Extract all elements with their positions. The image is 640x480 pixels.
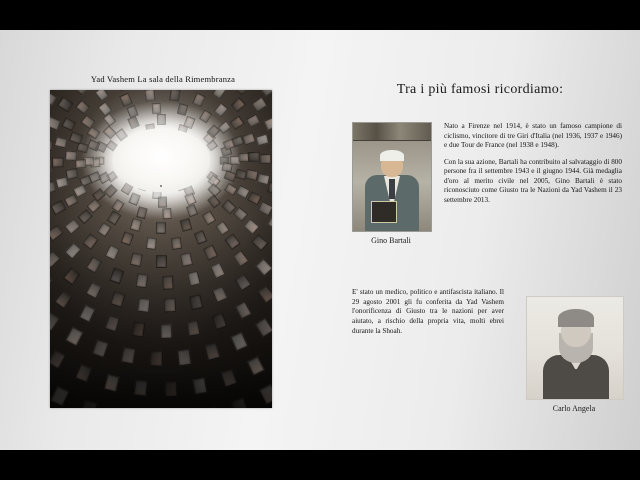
mosaic-photo-tile xyxy=(257,285,272,304)
mosaic-photo-tile xyxy=(130,218,143,232)
mosaic-photo-tile xyxy=(245,114,261,129)
mosaic-photo-tile xyxy=(251,234,269,252)
mosaic-photo-tile xyxy=(230,116,245,131)
mosaic-photo-tile xyxy=(50,200,67,216)
mosaic-photo-tile xyxy=(120,347,135,365)
mosaic-photo-tile xyxy=(169,90,181,102)
mosaic-photo-tile xyxy=(131,321,145,337)
mosaic-photo-tile xyxy=(150,351,163,367)
mosaic-photo-tile xyxy=(156,222,166,234)
mosaic-photo-tile xyxy=(185,203,198,217)
mosaic-photo-tile xyxy=(271,340,272,361)
mosaic-photo-tile xyxy=(63,267,81,286)
bartali-figure xyxy=(352,122,430,245)
mosaic-photo-tile xyxy=(110,291,126,308)
mosaic-photo-tile xyxy=(54,136,68,149)
bartali-paragraph-1: Nato a Firenze nel 1914, è stato un famoso campione di ciclismo, vincitore di tre Giri d'Italia (nel 1936, 1937 e 1946) e due Tour de France (nel 1938 e 1948). xyxy=(444,122,622,149)
mosaic-photo-tile xyxy=(158,197,167,208)
mosaic-photo-tile xyxy=(52,157,65,168)
mosaic-photo-tile xyxy=(156,114,165,125)
mosaic-photo-tile xyxy=(145,90,156,101)
mosaic-photo-tile xyxy=(156,255,167,268)
mosaic-photo-tile xyxy=(137,297,151,313)
slide-left-pane xyxy=(0,30,320,450)
mosaic-photo-tile xyxy=(203,244,218,260)
angela-figure xyxy=(526,296,622,413)
mosaic-photo-tile xyxy=(231,397,250,408)
angela-caption: Carlo Angela xyxy=(552,404,596,413)
mosaic-photo-tile xyxy=(180,252,193,267)
mosaic-photo-tile xyxy=(234,90,251,96)
mosaic-photo-tile xyxy=(223,183,238,197)
mosaic-photo-tile xyxy=(135,206,147,219)
mosaic-photo-tile xyxy=(251,96,268,112)
mosaic-photo-tile xyxy=(186,271,200,287)
mosaic-photo-tile xyxy=(50,116,61,131)
mosaic-photo-tile xyxy=(263,116,272,131)
mosaic-photo-tile xyxy=(233,207,249,223)
mosaic-photo-tile xyxy=(220,368,238,387)
mosaic-photo-tile xyxy=(188,294,203,311)
mosaic-photo-tile xyxy=(127,116,139,129)
mosaic-photo-tile xyxy=(50,272,53,291)
mosaic-photo-tile xyxy=(104,184,118,198)
mosaic-photo-tile xyxy=(50,90,57,106)
slide-right-pane xyxy=(320,30,640,450)
mosaic-photo-tile xyxy=(163,298,176,313)
mosaic-photo-tile xyxy=(254,318,272,338)
hall-photo-caption: Yad Vashem La sala della Rimembranza xyxy=(90,74,236,84)
oculus-skylight xyxy=(112,128,210,192)
mosaic-photo-tile xyxy=(50,386,70,407)
mosaic-photo-tile xyxy=(129,193,141,206)
bartali-award-plaque xyxy=(371,201,397,223)
mosaic-photo-tile xyxy=(94,90,110,102)
mosaic-photo-tile xyxy=(255,133,270,146)
mosaic-photo-tile xyxy=(232,250,249,268)
angela-paragraph-1: E' stato un medico, politico e antifascista italiano. Il 29 agosto 2001 gli fu conferita da Yad Vashem l'onorificenza di Giusto tra le nazioni per aver aiutato, a rischio della propria vita, molti ebrei durante la Shoah. xyxy=(352,288,504,335)
mosaic-photo-tile xyxy=(163,381,177,398)
mosaic-photo-tile xyxy=(212,90,228,100)
hall-of-names-photo xyxy=(50,90,272,408)
mosaic-photo-tile xyxy=(103,374,120,393)
mosaic-photo-tile xyxy=(177,103,189,116)
mosaic-photo-tile xyxy=(85,281,102,299)
mosaic-photo-tile xyxy=(65,327,84,347)
mosaic-photo-tile xyxy=(109,267,124,284)
mosaic-photo-tile xyxy=(159,324,172,339)
mosaic-photo-tile xyxy=(204,343,221,361)
mosaic-photo-tile xyxy=(64,242,82,260)
bartali-hair xyxy=(380,150,404,161)
mosaic-photo-tile xyxy=(241,133,255,146)
mosaic-photo-tile xyxy=(145,236,157,249)
mosaic-photo-tile xyxy=(202,407,219,408)
mosaic-photo-tile xyxy=(230,97,246,113)
mosaic-photo-tile xyxy=(213,102,228,117)
bartali-photo-backdrop xyxy=(353,123,431,141)
bartali-caption: Gino Bartali xyxy=(371,236,411,245)
mosaic-photo-tile xyxy=(162,275,174,289)
mosaic-photo-tile xyxy=(193,230,207,245)
mosaic-photo-tile xyxy=(270,138,272,151)
mosaic-photo-tile xyxy=(224,233,241,250)
mosaic-photo-tile xyxy=(50,250,62,268)
mosaic-photo-tile xyxy=(214,220,230,236)
mosaic-photo-tile xyxy=(257,201,272,217)
mosaic-photo-tile xyxy=(97,222,113,238)
mosaic-photo-tile xyxy=(259,383,272,404)
mosaic-photo-tile xyxy=(212,285,228,303)
letterbox-bar-bottom xyxy=(0,450,640,480)
mosaic-photo-tile xyxy=(192,377,208,395)
mosaic-photo-tile xyxy=(57,96,74,112)
mosaic-photo-tile xyxy=(75,99,91,115)
mosaic-photo-tile xyxy=(235,301,253,320)
mosaic-photo-tile xyxy=(74,363,92,383)
mosaic-photo-tile xyxy=(54,290,73,309)
mosaic-photo-tile xyxy=(135,274,148,289)
mosaic-photo-tile xyxy=(255,258,272,277)
right-pane-title: Tra i più famosi ricordiamo: xyxy=(396,82,564,97)
mosaic-photo-tile xyxy=(207,195,221,210)
angela-text xyxy=(352,288,504,336)
mosaic-photo-tile xyxy=(62,116,78,131)
mosaic-photo-tile xyxy=(185,320,200,337)
bartali-paragraph-2: Con la sua azione, Bartali ha contribuito al salvataggio di 800 persone fra il settembre 1943 e il giugno 1944. Già medaglia d'oro al merito civile nel 2005, Gino Bartali è stato riconosciuto come Giusto tra le Nazioni da Yad Vashem il 23 settembre 2013. xyxy=(444,157,622,204)
angela-photo xyxy=(526,296,624,400)
mosaic-photo-tile xyxy=(85,256,102,274)
mosaic-photo-tile xyxy=(246,356,265,376)
mosaic-photo-tile xyxy=(243,218,260,235)
mosaic-photo-tile xyxy=(54,175,69,188)
person-block-angela xyxy=(352,288,622,428)
mosaic-photo-tile xyxy=(50,224,64,241)
mosaic-photo-tile xyxy=(210,263,226,280)
mosaic-photo-tile xyxy=(211,312,228,330)
mosaic-photo-tile xyxy=(126,105,139,119)
mosaic-photo-tile xyxy=(199,109,213,124)
mosaic-photo-tile xyxy=(170,236,182,250)
mosaic-photo-tile xyxy=(92,339,109,358)
mosaic-photo-tile xyxy=(230,332,248,351)
bartali-photo xyxy=(352,122,432,232)
mosaic-photo-tile xyxy=(119,92,133,107)
mosaic-photo-tile xyxy=(202,210,217,225)
mosaic-photo-tile xyxy=(104,315,120,333)
mosaic-photo-tile xyxy=(50,349,67,370)
mosaic-photo-tile xyxy=(64,218,81,235)
mosaic-photo-tile xyxy=(267,216,272,233)
mosaic-photo-tile xyxy=(78,304,96,323)
mosaic-photo-tile xyxy=(130,252,143,267)
mosaic-photo-tile xyxy=(259,154,272,165)
mosaic-photo-tile xyxy=(79,399,97,408)
mosaic-photo-tile xyxy=(64,150,77,161)
mosaic-photo-tile xyxy=(180,218,193,232)
letterbox-bar-top xyxy=(0,0,640,30)
mosaic-photo-tile xyxy=(162,208,172,220)
mosaic-photo-tile xyxy=(152,102,162,114)
mosaic-photo-tile xyxy=(192,93,206,108)
mosaic-photo-tile xyxy=(177,349,192,366)
mosaic-photo-tile xyxy=(235,273,253,291)
angela-hair xyxy=(558,309,594,327)
presentation-slide xyxy=(0,30,640,450)
mosaic-photo-tile xyxy=(73,90,90,96)
mosaic-photo-tile xyxy=(120,231,134,246)
mosaic-photo-tile xyxy=(50,311,60,331)
mosaic-photo-tile xyxy=(133,380,148,397)
person-block-bartali xyxy=(352,122,622,262)
mosaic-photo-tile xyxy=(190,90,204,91)
mosaic-photo-tile xyxy=(116,90,130,92)
mosaic-photo-tile xyxy=(105,244,120,260)
bartali-tie xyxy=(389,179,395,199)
bartali-text xyxy=(444,122,622,212)
mosaic-photo-tile xyxy=(83,233,100,250)
